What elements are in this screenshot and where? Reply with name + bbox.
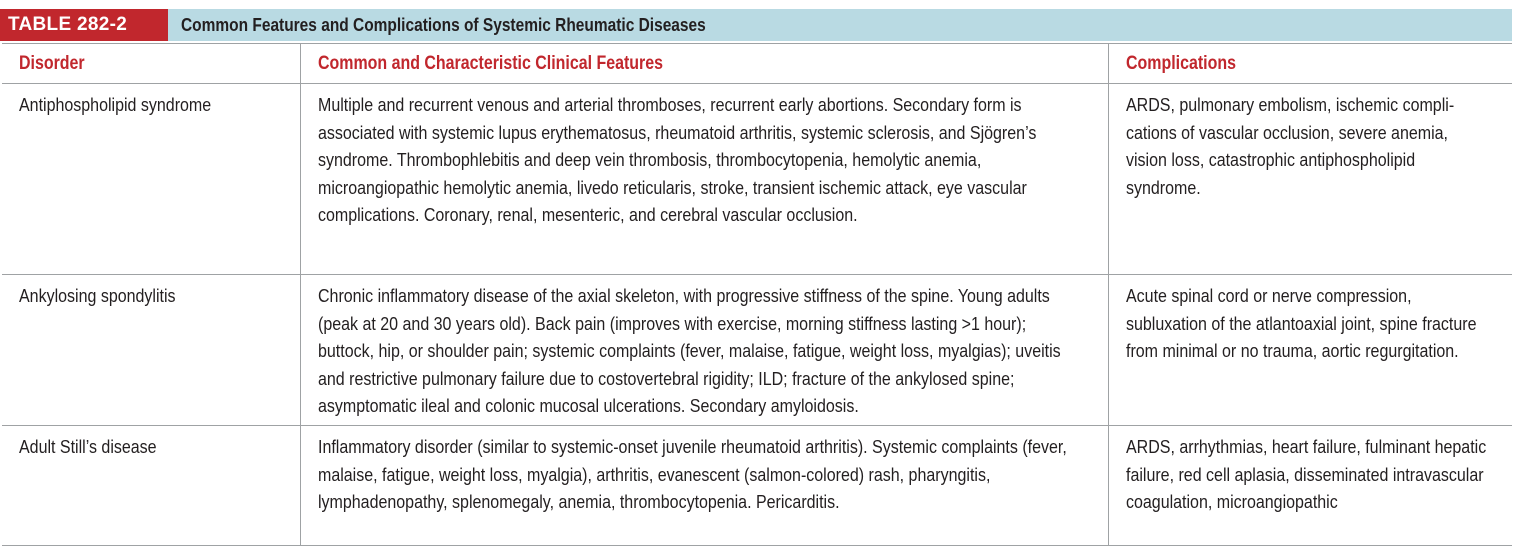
rheumatic-diseases-table — [2, 43, 1512, 546]
disorder-cell: Ankylosing spondylitis — [2, 275, 300, 426]
features-cell: Multiple and recurrent venous and arterial thromboses, recurrent early abortions. Secondary form is associated with systemic lupus erythematosus, rheumatoid arthritis, systemic sclerosis, and Sjögren’s syndrome. Thrombophlebitis and deep vein thrombosis, thrombocytopenia, hemolytic anemia, microangiopathic hemolytic anemia, livedo reticularis, stroke, transient ischemic attack, eye vascular complications. Coronary, renal, mesenteric, and cerebral vascular occlusion. — [300, 84, 1108, 275]
complications-cell: ARDS, arrhythmias, heart failure, fulminant hepatic failure, red cell aplasia, disseminated intravascular coagulation, microangiopathic — [1108, 425, 1512, 545]
table-number-label: TABLE 282-2 — [0, 9, 168, 41]
column-header-features: Common and Characteristic Clinical Features — [300, 44, 1108, 84]
column-header-complications: Complications — [1108, 44, 1512, 84]
features-cell: Chronic inflammatory disease of the axial skeleton, with progressive stiffness of the spine. Young adults (peak at 20 and 30 years old). Back pain (improves with exercise, morning stiffness lasting >1 hour); buttock, hip, or shoulder pain; systemic complaints (fever, malaise, fatigue, weight loss, myalgias); uveitis and restrictive pulmonary failure due to costovertebral rigidity; ILD; fracture of the ankylosed spine; asymptomatic ileal and colonic mucosal ulcerations. Secondary amyloidosis. — [300, 275, 1108, 426]
column-header-disorder: Disorder — [2, 44, 300, 84]
features-cell: Inflammatory disorder (similar to systemic-onset juvenile rheumatoid arthritis). Systemic complaints (fever, malaise, fatigue, weight loss, myalgia), arthritis, evanescent (salmon-colored) rash, pharyngitis, lymphadenopathy, splenomegaly, anemia, thrombocytopenia. Pericarditis. — [300, 425, 1108, 545]
table-header-row — [2, 44, 1512, 84]
table-row — [2, 84, 1512, 275]
table-row — [2, 425, 1512, 545]
complications-cell: Acute spinal cord or nerve compression, subluxation of the atlantoaxial joint, spine fracture from minimal or no trauma, aortic regurgitation. — [1108, 275, 1512, 426]
disorder-cell: Antiphospholipid syndrome — [2, 84, 300, 275]
table-caption: Common Features and Complications of Systemic Rheumatic Diseases — [181, 14, 706, 35]
disorder-cell: Adult Still’s disease — [2, 425, 300, 545]
table-row — [2, 275, 1512, 426]
table-title-bar — [0, 9, 1512, 41]
complications-cell: ARDS, pulmonary embolism, ischemic complications of vascular occlusion, severe anemia, vision loss, catastrophic antiphospholipid syndrome. — [1108, 84, 1512, 275]
